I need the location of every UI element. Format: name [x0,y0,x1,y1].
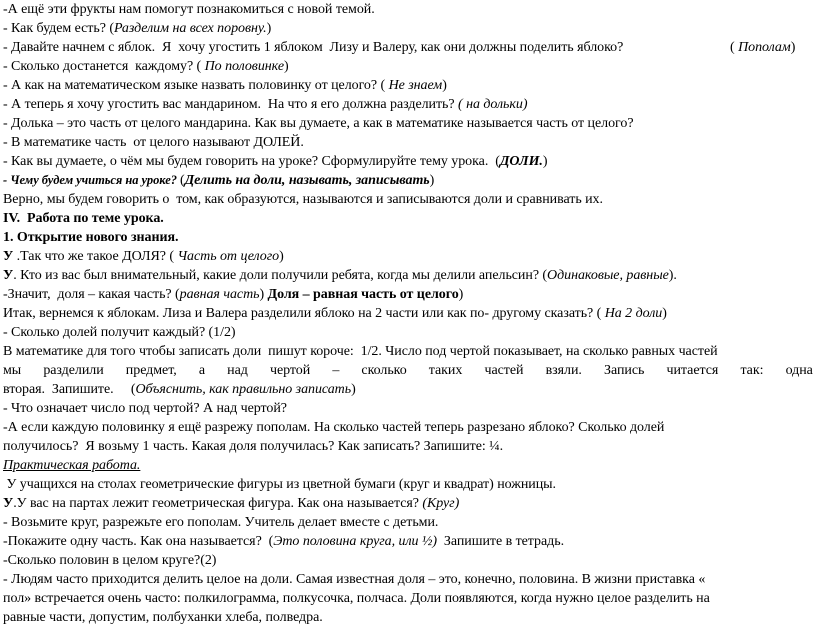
text-line: получилось? Я возьму 1 часть. Какая доля получилась? Как записать? Запишите: ¼. [3,439,504,454]
text-line: -Сколько половин в целом круге?(2) [3,553,217,568]
text-line: - Как будем есть? (Разделим на всех поровну.) [3,21,272,36]
word: читается [666,363,719,378]
subsection-heading: 1. Открытие нового знания. [3,230,179,245]
section-heading: IV. Работа по теме урока. [3,211,164,226]
text-line: У. Кто из вас был внимательный, какие доли получили ребята, когда мы делили апельсин? (Одинаковые, равные). [3,268,677,283]
word: мы [3,363,22,378]
practical-work-heading: Практическая работа. [3,458,141,473]
text-line: -А ещё эти фрукты нам помогут познакомиться с новой темой. [3,2,375,17]
text-line: - Людям часто приходится делить целое на доли. Самая известная доля – это, конечно, половина. В жизни приставка « [3,572,706,587]
word: – [332,363,340,378]
text-line: - А как на математическом языке назвать половинку от целого? ( Не знаем) [3,78,447,93]
text-line: -А если каждую половинку я ещё разрежу пополам. На сколько частей теперь разрезано яблоко? Сколько долей [3,420,665,435]
word: Запись [604,363,645,378]
word: таких [428,363,463,378]
text-line: У учащихся на столах геометрические фигуры из цветной бумаги (круг и квадрат) ножницы. [3,477,556,492]
word: частей [484,363,524,378]
text-line: У .Так что же такое ДОЛЯ? ( Часть от целого) [3,249,284,264]
text-line: - А теперь я хочу угостить вас мандарином. На что я его должна разделить? ( на дольки) [3,97,528,112]
text-line: равные части, допустим, полбуханки хлеба, полведра. [3,610,323,625]
text-line: -Покажите одну часть. Как она называется? (Это половина круга, или ½) Запишите в тетрадь. [3,534,565,549]
word: а [198,363,205,378]
text-line-justified [3,361,813,380]
word: чертой [269,363,311,378]
text-line: - Чему будем учиться на уроке? (Делить на доли, называть, записывать) [3,173,435,188]
word: сколько [361,363,407,378]
word: одна [785,363,813,378]
text-line: Итак, вернемся к яблокам. Лиза и Валера разделили яблоко на 2 части или как по- другому сказать? ( На 2 доли) [3,306,667,321]
word: разделили [43,363,104,378]
text-line: пол» встречается очень часто: полкилограмма, полкусочка, полчаса. Доли появляются, когда нужно целое разделить на [3,591,710,606]
text-line: - В математике часть от целого называют ДОЛЕЙ. [3,135,304,150]
word: так: [740,363,764,378]
text-line: - Как вы думаете, о чём мы будем говорить на уроке? Сформулируйте тему урока. (ДОЛИ.) [3,154,548,169]
text-line: - Что означает число под чертой? А над чертой? [3,401,287,416]
text-line: Верно, мы будем говорить о том, как образуются, называются и записываются доли и сравнивать их. [3,192,603,207]
word: взяли. [545,363,582,378]
text-line: - Долька – это часть от целого мандарина. Как вы думаете, а как в математике называется часть от целого? [3,116,634,131]
text-line: -Значит, доля – какая часть? (равная часть) Доля – равная часть от целого) [3,287,464,302]
text-line-answer: ( Пополам) [730,40,796,55]
word: предмет, [125,363,177,378]
text-line: - Сколько достанется каждому? ( По половинке) [3,59,289,74]
text-line: - Возьмите круг, разрежьте его пополам. Учитель делает вместе с детьми. [3,515,439,530]
word: над [227,363,248,378]
text-line: В математике для того чтобы записать доли пишут короче: 1/2. Число под чертой показывает, на сколько равных частей [3,344,718,359]
text-line: У.У вас на партах лежит геометрическая фигура. Как она называется? (Круг) [3,496,460,511]
text-line: вторая. Запишите. (Объяснить, как правильно записать) [3,382,356,397]
text-line: - Давайте начнем с яблок. Я хочу угостить 1 яблоком Лизу и Валеру, как они должны поделить яблоко? [3,40,624,55]
text-line: - Сколько долей получит каждый? (1/2) [3,325,236,340]
